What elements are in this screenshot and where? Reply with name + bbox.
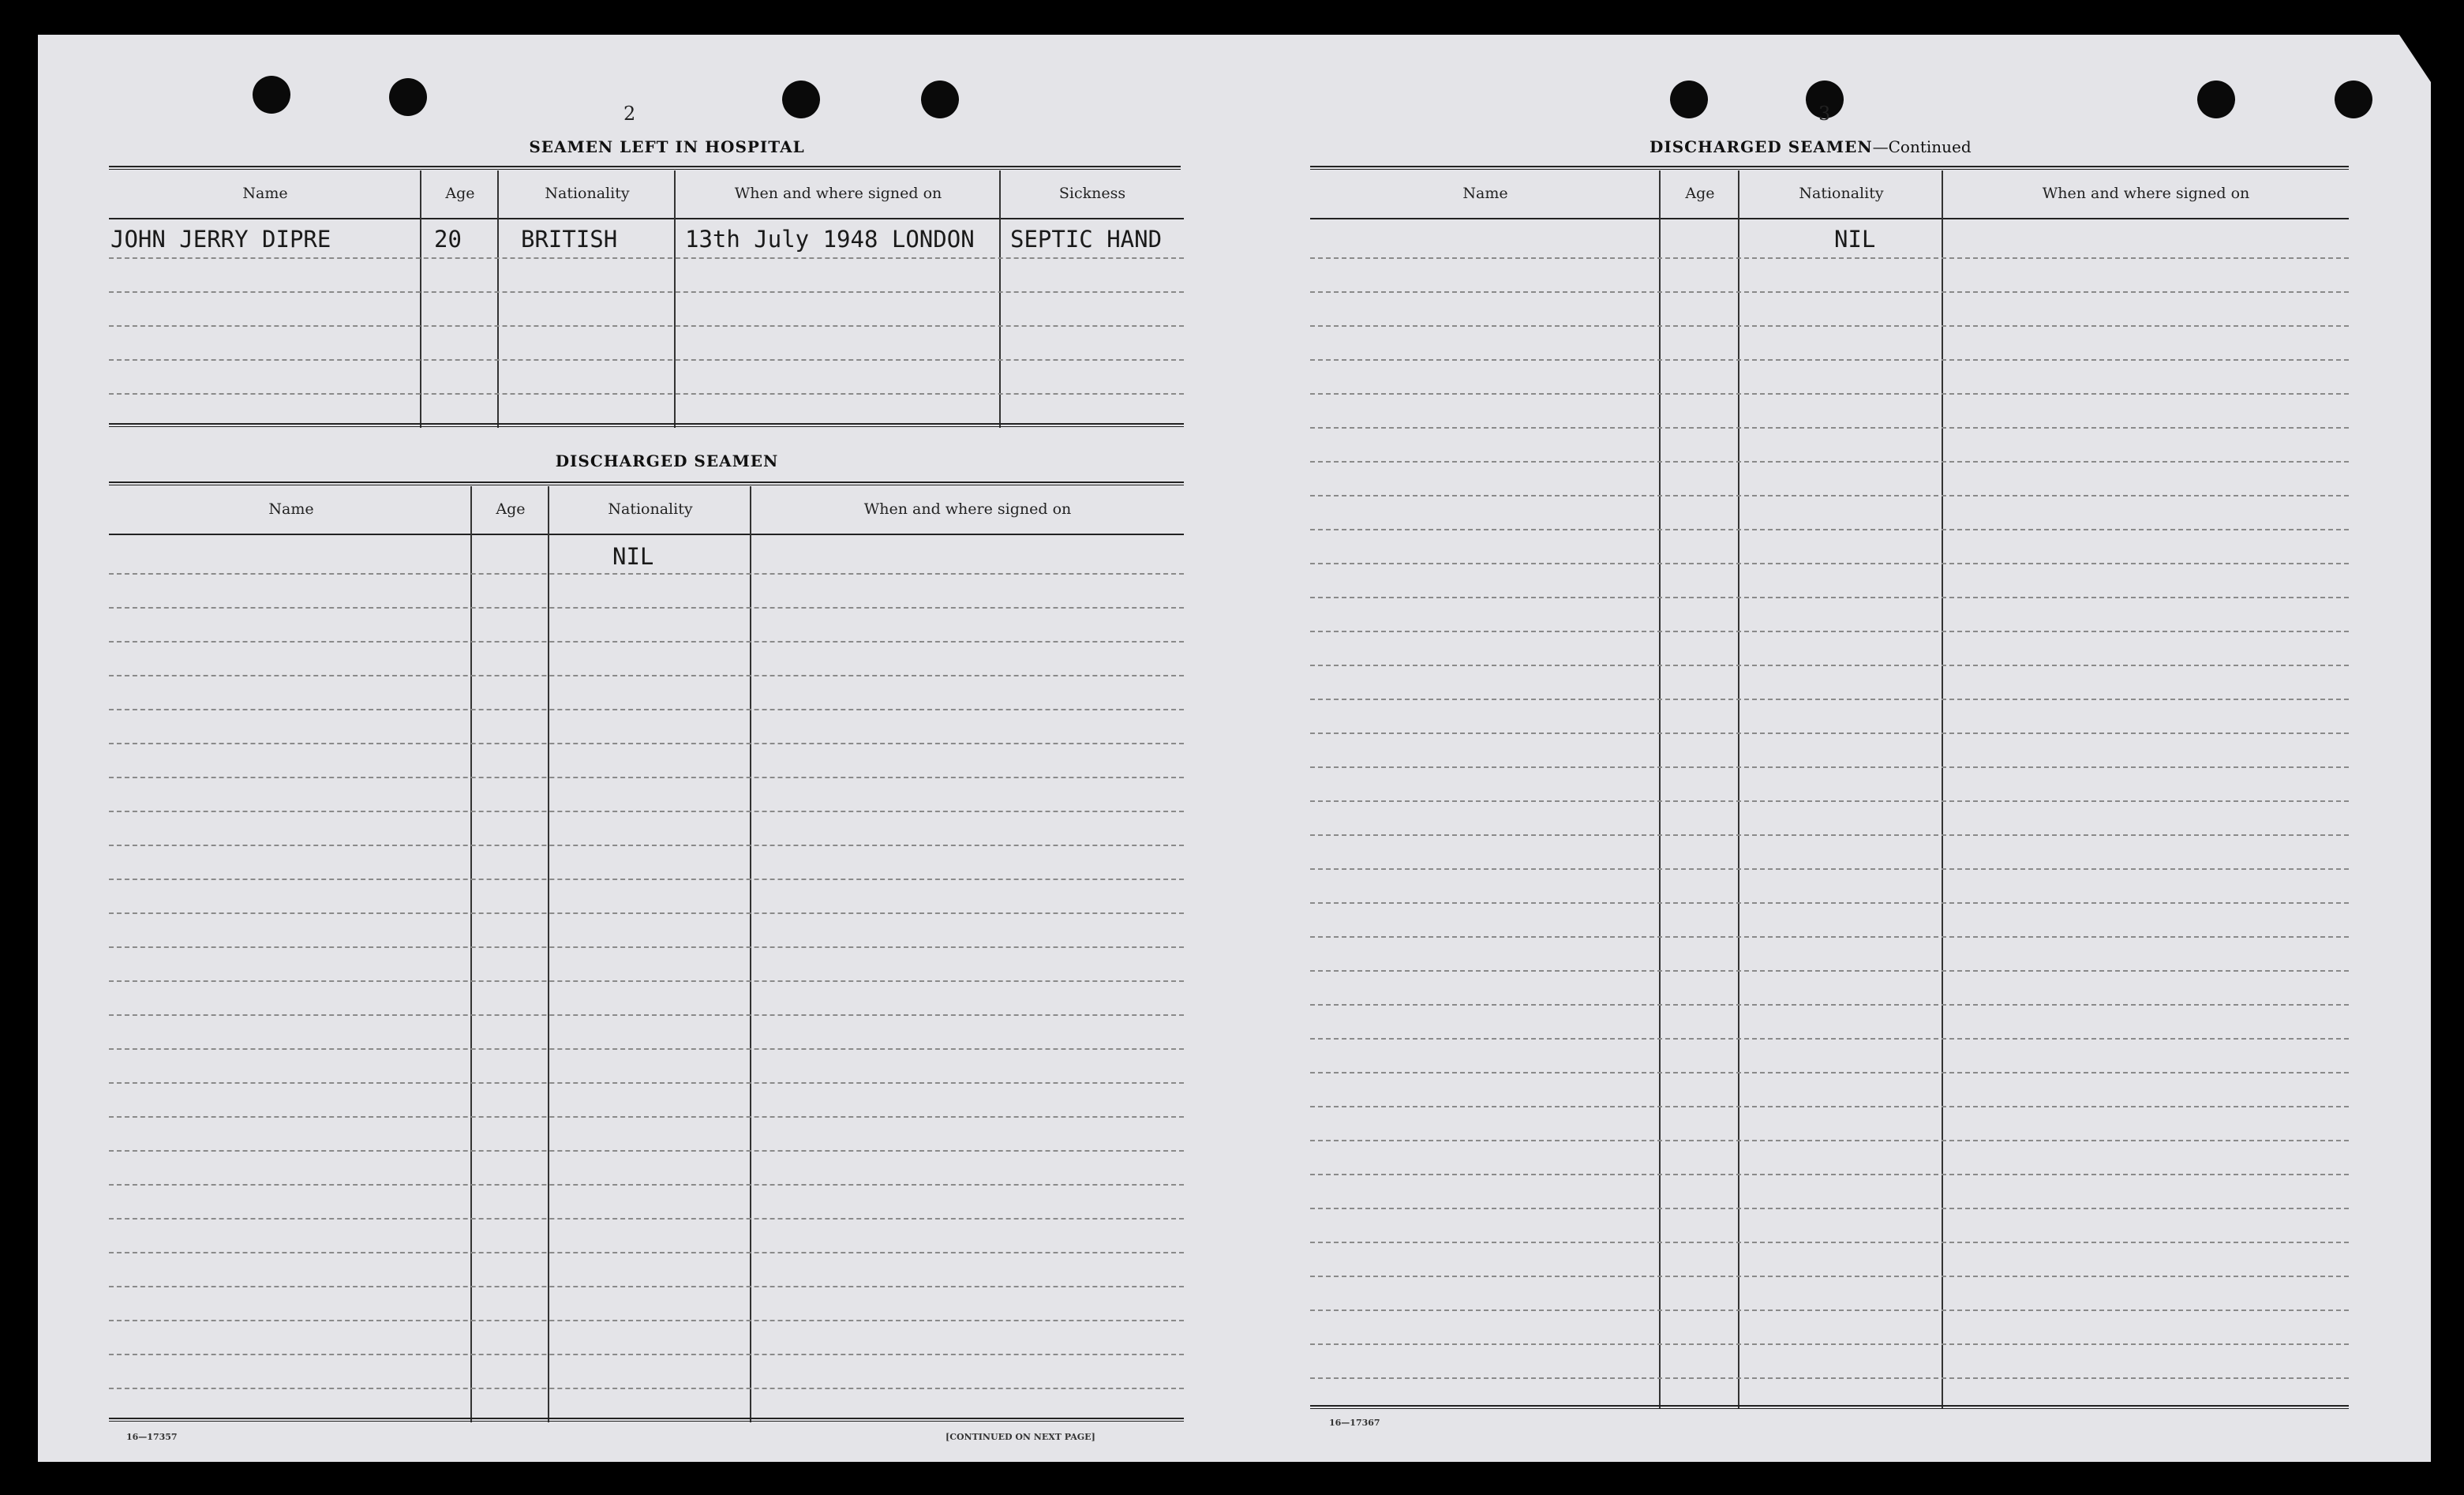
table-row-line xyxy=(109,1320,1184,1321)
right-header-rule xyxy=(1310,218,2349,219)
punch-hole xyxy=(389,78,427,116)
right-bottom-rule xyxy=(1310,1405,2349,1409)
table-row-line xyxy=(1310,1208,2349,1209)
hospital-entry-name: JOHN JERRY DIPRE xyxy=(110,226,331,253)
page-number-left: 2 xyxy=(623,103,636,125)
table-row-line xyxy=(109,1286,1184,1287)
table-row-line xyxy=(109,879,1184,880)
discharged-top-rule xyxy=(109,481,1184,485)
discharged-col-signed-on: When and where signed on xyxy=(863,500,1072,518)
table-row-line xyxy=(109,607,1184,609)
table-row-line xyxy=(1310,359,2349,361)
right-col-name: Name xyxy=(1462,185,1508,202)
torn-corner xyxy=(2399,35,2431,82)
table-row-line xyxy=(1310,529,2349,530)
table-row-line xyxy=(109,912,1184,914)
table-row-line xyxy=(109,1354,1184,1355)
table-row-line xyxy=(109,325,1184,327)
hospital-entry-age: 20 xyxy=(434,226,462,253)
table-row-line xyxy=(1310,427,2349,429)
table-row-line xyxy=(109,1048,1184,1050)
column-divider xyxy=(497,170,499,428)
form-number-right: 16—17367 xyxy=(1329,1418,1380,1428)
table-row-line xyxy=(1310,733,2349,734)
hospital-col-signed-on: When and where signed on xyxy=(734,185,942,202)
table-row-line xyxy=(109,641,1184,643)
table-row-line xyxy=(109,1014,1184,1016)
table-row-line xyxy=(109,1150,1184,1152)
table-row-line xyxy=(1310,495,2349,496)
table-row-line xyxy=(109,1218,1184,1220)
discharged-section-title: DISCHARGED SEAMEN xyxy=(555,451,779,470)
column-divider xyxy=(548,486,549,1422)
column-divider xyxy=(674,170,676,428)
punch-hole xyxy=(1670,81,1708,118)
table-row-line xyxy=(109,811,1184,812)
hospital-col-sickness: Sickness xyxy=(1058,185,1126,202)
table-row-line xyxy=(1310,834,2349,836)
table-row-line xyxy=(1310,902,2349,904)
table-row-line xyxy=(1310,766,2349,768)
table-row-line xyxy=(1310,970,2349,972)
column-divider xyxy=(999,170,1001,428)
hospital-col-name: Name xyxy=(242,185,288,202)
punch-hole xyxy=(253,76,290,114)
table-row-line xyxy=(109,1388,1184,1389)
table-row-line xyxy=(1310,257,2349,259)
table-row-line xyxy=(1310,1174,2349,1175)
column-divider xyxy=(750,486,751,1422)
table-row-line xyxy=(1310,665,2349,666)
table-row-line xyxy=(1310,1072,2349,1073)
table-row-line xyxy=(109,1184,1184,1186)
punch-hole xyxy=(2335,81,2372,118)
discharged-continued-suffix: —Continued xyxy=(1872,137,1972,156)
table-row-line xyxy=(109,675,1184,676)
hospital-section-title: SEAMEN LEFT IN HOSPITAL xyxy=(529,137,805,156)
continued-note: [CONTINUED ON NEXT PAGE] xyxy=(946,1432,1095,1442)
table-row-line xyxy=(109,946,1184,948)
table-row-line xyxy=(1310,936,2349,938)
column-divider xyxy=(420,170,421,428)
punch-hole xyxy=(2197,81,2235,118)
table-row-line xyxy=(1310,1276,2349,1277)
discharged-header-rule xyxy=(109,534,1184,535)
column-divider xyxy=(470,486,472,1422)
column-divider xyxy=(1738,170,1739,1408)
hospital-header-rule xyxy=(109,218,1184,219)
hospital-top-rule xyxy=(109,166,1181,170)
table-row-line xyxy=(1310,631,2349,632)
table-row-line xyxy=(109,980,1184,982)
discharged-col-age: Age xyxy=(496,500,526,518)
table-row-line xyxy=(1310,291,2349,293)
table-row-line xyxy=(109,393,1184,395)
right-top-rule xyxy=(1310,166,2349,170)
page-number-right: 3 xyxy=(1818,103,1831,125)
hospital-entry-signed-on: 13th July 1948 LONDON xyxy=(685,226,975,253)
table-row-line xyxy=(1310,1377,2349,1379)
table-row-line xyxy=(109,709,1184,710)
table-row-line xyxy=(1310,800,2349,802)
right-col-signed-on: When and where signed on xyxy=(2042,185,2250,202)
table-row-line xyxy=(109,1252,1184,1253)
table-row-line xyxy=(1310,1343,2349,1345)
table-row-line xyxy=(1310,461,2349,463)
punch-hole xyxy=(921,81,959,118)
passenger-manifest-sheet xyxy=(38,35,2431,1462)
right-col-nationality: Nationality xyxy=(1799,185,1884,202)
discharged-col-name: Name xyxy=(268,500,314,518)
table-row-line xyxy=(109,777,1184,778)
discharged-continued-title xyxy=(1650,137,1972,156)
form-number-left: 16—17357 xyxy=(126,1432,178,1442)
right-entry-nationality: NIL xyxy=(1834,226,1876,253)
table-row-line xyxy=(1310,1310,2349,1311)
table-row-line xyxy=(109,573,1184,575)
discharged-continued-title-main: DISCHARGED SEAMEN xyxy=(1650,137,1873,156)
table-row-line xyxy=(1310,393,2349,395)
table-row-line xyxy=(109,291,1184,293)
table-row-line xyxy=(109,743,1184,744)
hospital-bottom-rule xyxy=(109,423,1184,427)
table-row-line xyxy=(109,359,1184,361)
discharged-entry-nationality: NIL xyxy=(612,543,654,570)
hospital-entry-nationality: BRITISH xyxy=(521,226,618,253)
table-row-line xyxy=(109,1082,1184,1084)
table-row-line xyxy=(109,257,1184,259)
table-row-line xyxy=(1310,1140,2349,1141)
right-col-age: Age xyxy=(1685,185,1715,202)
hospital-col-nationality: Nationality xyxy=(545,185,630,202)
column-divider xyxy=(1659,170,1661,1408)
hospital-entry-sickness: SEPTIC HAND xyxy=(1010,226,1163,253)
table-row-line xyxy=(1310,563,2349,564)
table-row-line xyxy=(1310,699,2349,700)
column-divider xyxy=(1942,170,1943,1408)
table-row-line xyxy=(1310,1038,2349,1040)
table-row-line xyxy=(1310,325,2349,327)
punch-hole xyxy=(782,81,820,118)
table-row-line xyxy=(1310,1106,2349,1107)
table-row-line xyxy=(1310,868,2349,870)
table-row-line xyxy=(109,845,1184,846)
discharged-bottom-rule xyxy=(109,1418,1184,1422)
discharged-col-nationality: Nationality xyxy=(608,500,693,518)
table-row-line xyxy=(1310,1004,2349,1006)
table-row-line xyxy=(109,1116,1184,1118)
hospital-col-age: Age xyxy=(445,185,475,202)
table-row-line xyxy=(1310,1242,2349,1243)
table-row-line xyxy=(1310,597,2349,598)
